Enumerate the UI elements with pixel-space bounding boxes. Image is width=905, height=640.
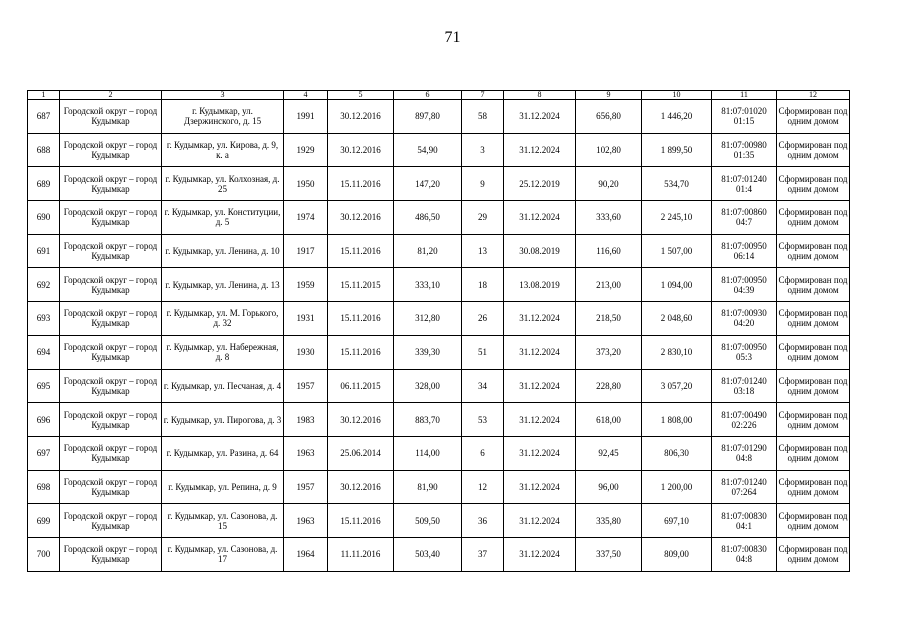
table-cell: 373,20	[576, 335, 642, 369]
table-row	[28, 335, 850, 369]
table-cell: 81:07:00980 01:35	[712, 133, 777, 167]
table-cell: 688	[28, 133, 60, 167]
table-cell: 2 830,10	[642, 335, 712, 369]
table-cell: Городской округ – город Кудымкар	[60, 335, 162, 369]
column-header-8: 8	[504, 91, 576, 100]
table-cell: Сформирован под одним домом	[777, 335, 850, 369]
table-cell: 96,00	[576, 470, 642, 504]
table-cell: 58	[462, 100, 504, 134]
table-cell: 81:07:01240 03:18	[712, 369, 777, 403]
table-cell: Сформирован под одним домом	[777, 403, 850, 437]
table-body	[28, 100, 850, 572]
table-cell: 15.11.2016	[328, 167, 394, 201]
table-cell: 696	[28, 403, 60, 437]
table-cell: 30.12.2016	[328, 133, 394, 167]
table-cell: 700	[28, 537, 60, 571]
table-cell: 692	[28, 268, 60, 302]
table-cell: 31.12.2024	[504, 403, 576, 437]
table-cell: 698	[28, 470, 60, 504]
table-cell: 693	[28, 302, 60, 336]
table-cell: 25.12.2019	[504, 167, 576, 201]
column-header-12: 12	[777, 91, 850, 100]
table-cell: Городской округ – город Кудымкар	[60, 268, 162, 302]
table-row	[28, 201, 850, 235]
table-cell: 81:07:00950 05:3	[712, 335, 777, 369]
table-cell: 81:07:00830 04:1	[712, 504, 777, 538]
table-cell: г. Кудымкар, ул. Ленина, д. 13	[162, 268, 284, 302]
table-cell: 81,90	[394, 470, 462, 504]
table-cell: 30.12.2016	[328, 470, 394, 504]
table-cell: 25.06.2014	[328, 436, 394, 470]
table-cell: 81:07:00490 02:226	[712, 403, 777, 437]
table-cell: 691	[28, 234, 60, 268]
table-cell: 1991	[284, 100, 328, 134]
table-cell: Сформирован под одним домом	[777, 504, 850, 538]
table-cell: 335,80	[576, 504, 642, 538]
table-cell: 699	[28, 504, 60, 538]
table-cell: г. Кудымкар, ул. Дзержинского, д. 15	[162, 100, 284, 134]
table-cell: 1963	[284, 436, 328, 470]
table-cell: 54,90	[394, 133, 462, 167]
table-cell: 31.12.2024	[504, 369, 576, 403]
table-cell: г. Кудымкар, ул. Сазонова, д. 17	[162, 537, 284, 571]
table-cell: 37	[462, 537, 504, 571]
table-cell: 1 200,00	[642, 470, 712, 504]
table-cell: г. Кудымкар, ул. Колхозная, д. 25	[162, 167, 284, 201]
table-cell: 102,80	[576, 133, 642, 167]
table-cell: 2 048,60	[642, 302, 712, 336]
table-cell: 31.12.2024	[504, 100, 576, 134]
table-cell: 92,45	[576, 436, 642, 470]
table-cell: 06.11.2015	[328, 369, 394, 403]
table-cell: г. Кудымкар, ул. Пирогова, д. 3	[162, 403, 284, 437]
table-cell: 116,60	[576, 234, 642, 268]
table-cell: 1963	[284, 504, 328, 538]
table-cell: 337,50	[576, 537, 642, 571]
table-cell: 1917	[284, 234, 328, 268]
table-cell: 697,10	[642, 504, 712, 538]
table-cell: 2 245,10	[642, 201, 712, 235]
table-cell: г. Кудымкар, ул. Сазонова, д. 15	[162, 504, 284, 538]
table-cell: 213,00	[576, 268, 642, 302]
table-cell: 1950	[284, 167, 328, 201]
table-row	[28, 436, 850, 470]
column-header-11: 11	[712, 91, 777, 100]
table-cell: 31.12.2024	[504, 436, 576, 470]
table-cell: Сформирован под одним домом	[777, 537, 850, 571]
table-cell: 31.12.2024	[504, 504, 576, 538]
table-cell: 13	[462, 234, 504, 268]
table-cell: Сформирован под одним домом	[777, 436, 850, 470]
table-cell: 81:07:01020 01:15	[712, 100, 777, 134]
table-cell: 1931	[284, 302, 328, 336]
table-cell: 31.12.2024	[504, 133, 576, 167]
table-cell: 1959	[284, 268, 328, 302]
table-cell: Городской округ – город Кудымкар	[60, 302, 162, 336]
table-cell: 81:07:00930 04:20	[712, 302, 777, 336]
table-cell: 147,20	[394, 167, 462, 201]
table-cell: 15.11.2016	[328, 234, 394, 268]
table-cell: 806,30	[642, 436, 712, 470]
table-cell: 9	[462, 167, 504, 201]
column-header-4: 4	[284, 91, 328, 100]
table-cell: 1983	[284, 403, 328, 437]
table-cell: 31.12.2024	[504, 470, 576, 504]
table-cell: г. Кудымкар, ул. Песчаная, д. 4	[162, 369, 284, 403]
table-cell: 31.12.2024	[504, 201, 576, 235]
table-cell: 3 057,20	[642, 369, 712, 403]
table-cell: Сформирован под одним домом	[777, 201, 850, 235]
table-cell: 81:07:00950 04:39	[712, 268, 777, 302]
table-cell: 31.12.2024	[504, 302, 576, 336]
table-cell: г. Кудымкар, ул. Ленина, д. 10	[162, 234, 284, 268]
table-row	[28, 167, 850, 201]
table-cell: 1 094,00	[642, 268, 712, 302]
table-cell: Городской округ – город Кудымкар	[60, 537, 162, 571]
table-cell: г. Кудымкар, ул. Репина, д. 9	[162, 470, 284, 504]
table-row	[28, 504, 850, 538]
table-cell: 26	[462, 302, 504, 336]
table-cell: 809,00	[642, 537, 712, 571]
table-cell: Городской округ – город Кудымкар	[60, 369, 162, 403]
table-cell: 328,00	[394, 369, 462, 403]
table-cell: 503,40	[394, 537, 462, 571]
column-header-10: 10	[642, 91, 712, 100]
table-cell: 694	[28, 335, 60, 369]
table-cell: 51	[462, 335, 504, 369]
table-row	[28, 470, 850, 504]
page-number: 71	[444, 29, 461, 46]
table-cell: 81:07:00950 06:14	[712, 234, 777, 268]
table-row	[28, 537, 850, 571]
table-row	[28, 133, 850, 167]
table-cell: Городской округ – город Кудымкар	[60, 403, 162, 437]
table-cell: Городской округ – город Кудымкар	[60, 234, 162, 268]
table-cell: 53	[462, 403, 504, 437]
table-cell: 114,00	[394, 436, 462, 470]
table-cell: 81:07:01240 01:4	[712, 167, 777, 201]
table-cell: 1957	[284, 470, 328, 504]
table-cell: Городской округ – город Кудымкар	[60, 436, 162, 470]
table-row	[28, 234, 850, 268]
table-cell: 6	[462, 436, 504, 470]
table-cell: 81:07:00830 04:8	[712, 537, 777, 571]
table-cell: г. Кудымкар, ул. Разина, д. 64	[162, 436, 284, 470]
table-cell: 1 446,20	[642, 100, 712, 134]
table-cell: 29	[462, 201, 504, 235]
table-cell: 690	[28, 201, 60, 235]
table-cell: 697	[28, 436, 60, 470]
table-cell: 1 808,00	[642, 403, 712, 437]
table-cell: Сформирован под одним домом	[777, 268, 850, 302]
table-row	[28, 302, 850, 336]
table-cell: 1974	[284, 201, 328, 235]
table-cell: 81:07:00860 04:7	[712, 201, 777, 235]
table-cell: 218,50	[576, 302, 642, 336]
table-cell: 689	[28, 167, 60, 201]
table-cell: 339,30	[394, 335, 462, 369]
table-cell: 30.12.2016	[328, 100, 394, 134]
table-cell: Городской округ – город Кудымкар	[60, 470, 162, 504]
column-number-row	[28, 91, 850, 100]
table-cell: 618,00	[576, 403, 642, 437]
table-cell: 3	[462, 133, 504, 167]
table-cell: 31.12.2024	[504, 537, 576, 571]
table-cell: 1929	[284, 133, 328, 167]
table-cell: 15.11.2016	[328, 504, 394, 538]
table-cell: 15.11.2016	[328, 302, 394, 336]
table-cell: Городской округ – город Кудымкар	[60, 133, 162, 167]
table-cell: Сформирован под одним домом	[777, 167, 850, 201]
table-cell: Городской округ – город Кудымкар	[60, 201, 162, 235]
table-cell: 695	[28, 369, 60, 403]
table-cell: Сформирован под одним домом	[777, 234, 850, 268]
table-cell: 81:07:01290 04:8	[712, 436, 777, 470]
table-cell: 15.11.2016	[328, 335, 394, 369]
table-cell: Сформирован под одним домом	[777, 100, 850, 134]
table-cell: 333,60	[576, 201, 642, 235]
table-cell: 30.12.2016	[328, 403, 394, 437]
table-cell: 15.11.2015	[328, 268, 394, 302]
column-header-5: 5	[328, 91, 394, 100]
table-cell: Городской округ – город Кудымкар	[60, 100, 162, 134]
column-header-3: 3	[162, 91, 284, 100]
table-cell: 228,80	[576, 369, 642, 403]
table-row	[28, 268, 850, 302]
table-cell: 897,80	[394, 100, 462, 134]
table-cell: 81:07:01240 07:264	[712, 470, 777, 504]
table-cell: 81,20	[394, 234, 462, 268]
table-cell: 34	[462, 369, 504, 403]
table-cell: 11.11.2016	[328, 537, 394, 571]
table-cell: Городской округ – город Кудымкар	[60, 504, 162, 538]
column-header-2: 2	[60, 91, 162, 100]
table-cell: г. Кудымкар, ул. Кирова, д. 9, к. а	[162, 133, 284, 167]
table-cell: 1 899,50	[642, 133, 712, 167]
table-cell: Городской округ – город Кудымкар	[60, 167, 162, 201]
table-cell: г. Кудымкар, ул. Конституции, д. 5	[162, 201, 284, 235]
table-cell: 31.12.2024	[504, 335, 576, 369]
table-cell: Сформирован под одним домом	[777, 369, 850, 403]
table-cell: Сформирован под одним домом	[777, 302, 850, 336]
column-header-9: 9	[576, 91, 642, 100]
table-cell: Сформирован под одним домом	[777, 470, 850, 504]
table-cell: 30.12.2016	[328, 201, 394, 235]
column-header-6: 6	[394, 91, 462, 100]
table-cell: 333,10	[394, 268, 462, 302]
table-cell: 18	[462, 268, 504, 302]
table-cell: 883,70	[394, 403, 462, 437]
table-cell: 486,50	[394, 201, 462, 235]
table-cell: 30.08.2019	[504, 234, 576, 268]
table-cell: г. Кудымкар, ул. М. Горького, д. 32	[162, 302, 284, 336]
table-cell: 12	[462, 470, 504, 504]
table-cell: 534,70	[642, 167, 712, 201]
housing-register-table	[27, 90, 850, 572]
table-cell: 312,80	[394, 302, 462, 336]
table-row	[28, 100, 850, 134]
table-cell: 509,50	[394, 504, 462, 538]
table-cell: Сформирован под одним домом	[777, 133, 850, 167]
table-cell: г. Кудымкар, ул. Набережная, д. 8	[162, 335, 284, 369]
table-row	[28, 403, 850, 437]
table-cell: 13.08.2019	[504, 268, 576, 302]
table-cell: 687	[28, 100, 60, 134]
table-cell: 1 507,00	[642, 234, 712, 268]
table-cell: 90,20	[576, 167, 642, 201]
column-header-7: 7	[462, 91, 504, 100]
table-row	[28, 369, 850, 403]
table-cell: 1964	[284, 537, 328, 571]
table-cell: 36	[462, 504, 504, 538]
table-cell: 1930	[284, 335, 328, 369]
table-cell: 656,80	[576, 100, 642, 134]
column-header-1: 1	[28, 91, 60, 100]
table-cell: 1957	[284, 369, 328, 403]
